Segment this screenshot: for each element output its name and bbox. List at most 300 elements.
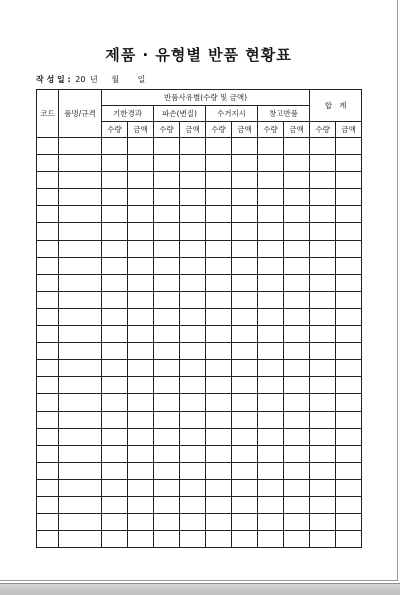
- table-cell[interactable]: [232, 428, 258, 445]
- table-cell[interactable]: [310, 206, 336, 223]
- table-cell[interactable]: [59, 479, 102, 496]
- table-cell[interactable]: [180, 189, 206, 206]
- table-cell[interactable]: [102, 343, 128, 360]
- table-cell[interactable]: [310, 308, 336, 325]
- table-cell[interactable]: [180, 394, 206, 411]
- table-cell[interactable]: [180, 377, 206, 394]
- table-cell[interactable]: [284, 411, 310, 428]
- table-cell[interactable]: [232, 240, 258, 257]
- table-cell[interactable]: [59, 155, 102, 172]
- table-cell[interactable]: [284, 291, 310, 308]
- table-cell[interactable]: [284, 377, 310, 394]
- table-cell[interactable]: [180, 172, 206, 189]
- table-cell[interactable]: [284, 223, 310, 240]
- table-cell[interactable]: [310, 155, 336, 172]
- table-cell[interactable]: [180, 308, 206, 325]
- table-cell[interactable]: [284, 514, 310, 531]
- returns-table: [36, 89, 362, 548]
- header-reason-warehouse: 창고반품: [258, 106, 310, 122]
- table-cell[interactable]: [232, 462, 258, 479]
- table-cell[interactable]: [258, 189, 284, 206]
- table-cell[interactable]: [180, 531, 206, 548]
- table-cell[interactable]: [37, 308, 59, 325]
- table-cell[interactable]: [336, 308, 362, 325]
- table-cell[interactable]: [59, 308, 102, 325]
- table-cell[interactable]: [102, 223, 128, 240]
- table-cell[interactable]: [128, 223, 154, 240]
- table-cell[interactable]: [37, 496, 59, 513]
- table-cell[interactable]: [232, 274, 258, 291]
- table-cell[interactable]: [284, 462, 310, 479]
- table-cell[interactable]: [128, 496, 154, 513]
- table-cell[interactable]: [154, 257, 180, 274]
- table-cell[interactable]: [284, 155, 310, 172]
- table-cell[interactable]: [102, 531, 128, 548]
- table-cell[interactable]: [128, 257, 154, 274]
- table-cell[interactable]: [310, 326, 336, 343]
- table-cell[interactable]: [232, 377, 258, 394]
- table-cell[interactable]: [128, 360, 154, 377]
- table-cell[interactable]: [258, 206, 284, 223]
- table-cell[interactable]: [180, 428, 206, 445]
- table-cell[interactable]: [59, 531, 102, 548]
- table-cell[interactable]: [310, 343, 336, 360]
- table-cell[interactable]: [180, 411, 206, 428]
- table-cell[interactable]: [336, 326, 362, 343]
- table-cell[interactable]: [128, 138, 154, 155]
- table-cell[interactable]: [284, 496, 310, 513]
- table-cell[interactable]: [258, 360, 284, 377]
- table-cell[interactable]: [59, 360, 102, 377]
- table-cell[interactable]: [102, 462, 128, 479]
- table-cell[interactable]: [102, 155, 128, 172]
- table-cell[interactable]: [59, 257, 102, 274]
- table-cell[interactable]: [154, 308, 180, 325]
- table-cell[interactable]: [232, 394, 258, 411]
- table-cell[interactable]: [284, 206, 310, 223]
- table-cell[interactable]: [310, 496, 336, 513]
- table-cell[interactable]: [102, 138, 128, 155]
- table-cell[interactable]: [284, 394, 310, 411]
- table-cell[interactable]: [128, 291, 154, 308]
- table-cell[interactable]: [37, 531, 59, 548]
- table-cell[interactable]: [284, 274, 310, 291]
- table-cell[interactable]: [336, 274, 362, 291]
- table-cell[interactable]: [232, 138, 258, 155]
- table-cell[interactable]: [180, 291, 206, 308]
- table-cell[interactable]: [232, 531, 258, 548]
- table-cell[interactable]: [128, 445, 154, 462]
- table-cell[interactable]: [59, 240, 102, 257]
- table-cell[interactable]: [59, 223, 102, 240]
- table-cell[interactable]: [128, 172, 154, 189]
- table-cell[interactable]: [102, 394, 128, 411]
- table-cell[interactable]: [336, 479, 362, 496]
- table-cell[interactable]: [258, 531, 284, 548]
- table-cell[interactable]: [310, 411, 336, 428]
- table-cell[interactable]: [258, 223, 284, 240]
- table-cell[interactable]: [154, 291, 180, 308]
- table-cell[interactable]: [258, 514, 284, 531]
- table-cell[interactable]: [180, 223, 206, 240]
- table-cell[interactable]: [206, 291, 232, 308]
- table-cell[interactable]: [336, 155, 362, 172]
- table-cell[interactable]: [37, 479, 59, 496]
- table-cell[interactable]: [310, 360, 336, 377]
- table-cell[interactable]: [206, 496, 232, 513]
- table-cell[interactable]: [59, 514, 102, 531]
- table-cell[interactable]: [336, 411, 362, 428]
- table-cell[interactable]: [336, 445, 362, 462]
- table-cell[interactable]: [336, 138, 362, 155]
- subheader-quantity: 수량: [258, 122, 284, 138]
- table-cell[interactable]: [206, 514, 232, 531]
- table-cell[interactable]: [59, 462, 102, 479]
- table-cell[interactable]: [336, 223, 362, 240]
- table-cell[interactable]: [284, 172, 310, 189]
- table-cell[interactable]: [37, 257, 59, 274]
- table-cell[interactable]: [102, 291, 128, 308]
- table-cell[interactable]: [102, 479, 128, 496]
- table-cell[interactable]: [154, 377, 180, 394]
- table-cell[interactable]: [258, 411, 284, 428]
- table-cell[interactable]: [154, 514, 180, 531]
- table-cell[interactable]: [258, 138, 284, 155]
- table-cell[interactable]: [102, 514, 128, 531]
- table-cell[interactable]: [258, 257, 284, 274]
- table-cell[interactable]: [232, 308, 258, 325]
- table-cell[interactable]: [284, 428, 310, 445]
- table-cell[interactable]: [37, 360, 59, 377]
- table-cell[interactable]: [154, 411, 180, 428]
- table-cell[interactable]: [284, 531, 310, 548]
- subheader-quantity: 수량: [154, 122, 180, 138]
- table-row: [37, 343, 362, 360]
- table-cell[interactable]: [154, 206, 180, 223]
- table-cell[interactable]: [206, 172, 232, 189]
- table-cell[interactable]: [258, 326, 284, 343]
- table-cell[interactable]: [102, 428, 128, 445]
- table-cell[interactable]: [37, 411, 59, 428]
- table-cell[interactable]: [310, 479, 336, 496]
- table-cell[interactable]: [102, 411, 128, 428]
- table-cell[interactable]: [154, 138, 180, 155]
- table-cell[interactable]: [284, 138, 310, 155]
- table-cell[interactable]: [37, 138, 59, 155]
- table-cell[interactable]: [258, 377, 284, 394]
- table-cell[interactable]: [180, 326, 206, 343]
- table-cell[interactable]: [310, 428, 336, 445]
- table-cell[interactable]: [102, 445, 128, 462]
- table-cell[interactable]: [232, 343, 258, 360]
- table-cell[interactable]: [37, 377, 59, 394]
- table-cell[interactable]: [180, 257, 206, 274]
- table-cell[interactable]: [180, 479, 206, 496]
- table-cell[interactable]: [59, 274, 102, 291]
- year-prefix: 20: [75, 75, 86, 84]
- table-cell[interactable]: [206, 445, 232, 462]
- table-cell[interactable]: [180, 496, 206, 513]
- table-cell[interactable]: [180, 343, 206, 360]
- table-cell[interactable]: [232, 514, 258, 531]
- table-row: [37, 240, 362, 257]
- table-row: [37, 377, 362, 394]
- table-cell[interactable]: [310, 377, 336, 394]
- table-cell[interactable]: [102, 377, 128, 394]
- table-cell[interactable]: [310, 257, 336, 274]
- table-cell[interactable]: [336, 257, 362, 274]
- table-cell[interactable]: [59, 445, 102, 462]
- table-cell[interactable]: [128, 308, 154, 325]
- table-cell[interactable]: [154, 428, 180, 445]
- table-cell[interactable]: [37, 274, 59, 291]
- table-cell[interactable]: [180, 360, 206, 377]
- table-cell[interactable]: [37, 326, 59, 343]
- table-cell[interactable]: [310, 274, 336, 291]
- table-cell[interactable]: [310, 462, 336, 479]
- table-cell[interactable]: [284, 360, 310, 377]
- table-cell[interactable]: [284, 189, 310, 206]
- table-cell[interactable]: [232, 257, 258, 274]
- table-cell[interactable]: [284, 479, 310, 496]
- table-cell[interactable]: [232, 326, 258, 343]
- table-cell[interactable]: [128, 428, 154, 445]
- table-cell[interactable]: [102, 496, 128, 513]
- table-cell[interactable]: [59, 326, 102, 343]
- table-cell[interactable]: [232, 172, 258, 189]
- table-cell[interactable]: [128, 531, 154, 548]
- table-cell[interactable]: [336, 291, 362, 308]
- table-cell[interactable]: [59, 291, 102, 308]
- table-cell[interactable]: [37, 206, 59, 223]
- table-cell[interactable]: [59, 138, 102, 155]
- table-cell[interactable]: [336, 496, 362, 513]
- table-cell[interactable]: [206, 394, 232, 411]
- table-cell[interactable]: [258, 274, 284, 291]
- table-cell[interactable]: [102, 189, 128, 206]
- table-cell[interactable]: [154, 360, 180, 377]
- table-cell[interactable]: [206, 138, 232, 155]
- table-cell[interactable]: [154, 326, 180, 343]
- table-cell[interactable]: [258, 394, 284, 411]
- table-cell[interactable]: [180, 445, 206, 462]
- table-cell[interactable]: [180, 155, 206, 172]
- table-cell[interactable]: [37, 428, 59, 445]
- table-cell[interactable]: [128, 343, 154, 360]
- table-cell[interactable]: [206, 206, 232, 223]
- table-cell[interactable]: [59, 377, 102, 394]
- table-cell[interactable]: [102, 274, 128, 291]
- table-cell[interactable]: [232, 206, 258, 223]
- table-cell[interactable]: [258, 428, 284, 445]
- table-cell[interactable]: [310, 514, 336, 531]
- table-cell[interactable]: [154, 462, 180, 479]
- table-cell[interactable]: [180, 462, 206, 479]
- table-cell[interactable]: [336, 394, 362, 411]
- table-cell[interactable]: [310, 223, 336, 240]
- table-cell[interactable]: [336, 240, 362, 257]
- table-cell[interactable]: [206, 360, 232, 377]
- table-cell[interactable]: [180, 514, 206, 531]
- table-cell[interactable]: [102, 308, 128, 325]
- table-cell[interactable]: [310, 291, 336, 308]
- table-cell[interactable]: [102, 240, 128, 257]
- table-cell[interactable]: [206, 428, 232, 445]
- table-cell[interactable]: [102, 360, 128, 377]
- table-cell[interactable]: [258, 308, 284, 325]
- table-row: [37, 326, 362, 343]
- table-cell[interactable]: [128, 394, 154, 411]
- table-cell[interactable]: [258, 479, 284, 496]
- table-cell[interactable]: [310, 189, 336, 206]
- table-cell[interactable]: [128, 514, 154, 531]
- table-cell[interactable]: [154, 240, 180, 257]
- table-cell[interactable]: [310, 240, 336, 257]
- table-cell[interactable]: [128, 206, 154, 223]
- header-reason-recall: 수거지시: [206, 106, 258, 122]
- table-cell[interactable]: [310, 172, 336, 189]
- table-cell[interactable]: [232, 155, 258, 172]
- table-cell[interactable]: [258, 172, 284, 189]
- table-cell[interactable]: [37, 223, 59, 240]
- table-cell[interactable]: [336, 377, 362, 394]
- table-cell[interactable]: [154, 189, 180, 206]
- table-cell[interactable]: [310, 138, 336, 155]
- table-cell[interactable]: [206, 479, 232, 496]
- table-cell[interactable]: [128, 240, 154, 257]
- table-cell[interactable]: [59, 206, 102, 223]
- table-cell[interactable]: [154, 445, 180, 462]
- table-cell[interactable]: [102, 326, 128, 343]
- table-cell[interactable]: [180, 138, 206, 155]
- table-cell[interactable]: [128, 189, 154, 206]
- table-cell[interactable]: [232, 496, 258, 513]
- table-cell[interactable]: [206, 274, 232, 291]
- table-cell[interactable]: [180, 274, 206, 291]
- table-cell[interactable]: [37, 240, 59, 257]
- table-cell[interactable]: [180, 240, 206, 257]
- table-cell[interactable]: [232, 445, 258, 462]
- table-cell[interactable]: [258, 462, 284, 479]
- table-cell[interactable]: [128, 462, 154, 479]
- table-cell[interactable]: [154, 496, 180, 513]
- table-cell[interactable]: [284, 445, 310, 462]
- table-cell[interactable]: [37, 343, 59, 360]
- table-cell[interactable]: [206, 240, 232, 257]
- table-cell[interactable]: [37, 514, 59, 531]
- table-cell[interactable]: [232, 223, 258, 240]
- table-cell[interactable]: [206, 189, 232, 206]
- table-cell[interactable]: [102, 206, 128, 223]
- table-cell[interactable]: [206, 257, 232, 274]
- table-cell[interactable]: [258, 496, 284, 513]
- table-cell[interactable]: [206, 155, 232, 172]
- table-cell[interactable]: [310, 531, 336, 548]
- table-cell[interactable]: [154, 172, 180, 189]
- table-cell[interactable]: [284, 343, 310, 360]
- table-cell[interactable]: [128, 377, 154, 394]
- table-cell[interactable]: [336, 462, 362, 479]
- table-cell[interactable]: [154, 479, 180, 496]
- table-cell[interactable]: [102, 172, 128, 189]
- table-cell[interactable]: [37, 155, 59, 172]
- table-cell[interactable]: [37, 394, 59, 411]
- table-cell[interactable]: [128, 326, 154, 343]
- table-cell[interactable]: [258, 291, 284, 308]
- table-cell[interactable]: [206, 343, 232, 360]
- table-cell[interactable]: [154, 531, 180, 548]
- table-cell[interactable]: [336, 514, 362, 531]
- table-cell[interactable]: [37, 172, 59, 189]
- table-cell[interactable]: [336, 189, 362, 206]
- table-cell[interactable]: [336, 428, 362, 445]
- table-row: [37, 138, 362, 155]
- table-cell[interactable]: [284, 308, 310, 325]
- table-cell[interactable]: [37, 445, 59, 462]
- table-cell[interactable]: [180, 206, 206, 223]
- table-cell[interactable]: [258, 343, 284, 360]
- table-cell[interactable]: [258, 155, 284, 172]
- table-cell[interactable]: [232, 360, 258, 377]
- table-cell[interactable]: [284, 257, 310, 274]
- table-cell[interactable]: [128, 411, 154, 428]
- table-cell[interactable]: [336, 531, 362, 548]
- table-cell[interactable]: [128, 155, 154, 172]
- table-cell[interactable]: [37, 291, 59, 308]
- table-cell[interactable]: [336, 360, 362, 377]
- table-cell[interactable]: [206, 326, 232, 343]
- table-cell[interactable]: [154, 223, 180, 240]
- table-cell[interactable]: [336, 172, 362, 189]
- table-cell[interactable]: [336, 206, 362, 223]
- table-cell[interactable]: [258, 240, 284, 257]
- table-cell[interactable]: [206, 462, 232, 479]
- table-cell[interactable]: [336, 343, 362, 360]
- table-cell[interactable]: [232, 411, 258, 428]
- table-cell[interactable]: [128, 479, 154, 496]
- table-cell[interactable]: [59, 411, 102, 428]
- table-cell[interactable]: [37, 462, 59, 479]
- table-cell[interactable]: [59, 496, 102, 513]
- table-cell[interactable]: [310, 394, 336, 411]
- table-cell[interactable]: [154, 274, 180, 291]
- table-cell[interactable]: [154, 155, 180, 172]
- table-cell[interactable]: [232, 291, 258, 308]
- table-cell[interactable]: [232, 479, 258, 496]
- table-cell[interactable]: [59, 343, 102, 360]
- table-cell[interactable]: [206, 377, 232, 394]
- table-cell[interactable]: [154, 343, 180, 360]
- table-cell[interactable]: [284, 326, 310, 343]
- table-cell[interactable]: [206, 531, 232, 548]
- table-cell[interactable]: [59, 172, 102, 189]
- table-cell[interactable]: [59, 428, 102, 445]
- table-cell[interactable]: [258, 445, 284, 462]
- table-cell[interactable]: [206, 308, 232, 325]
- table-cell[interactable]: [206, 411, 232, 428]
- table-cell[interactable]: [232, 189, 258, 206]
- table-cell[interactable]: [154, 394, 180, 411]
- table-row: [37, 172, 362, 189]
- table-cell[interactable]: [310, 445, 336, 462]
- table-cell[interactable]: [128, 274, 154, 291]
- table-cell[interactable]: [206, 223, 232, 240]
- table-cell[interactable]: [59, 189, 102, 206]
- table-cell[interactable]: [37, 189, 59, 206]
- table-cell[interactable]: [284, 240, 310, 257]
- table-cell[interactable]: [102, 257, 128, 274]
- table-cell[interactable]: [59, 394, 102, 411]
